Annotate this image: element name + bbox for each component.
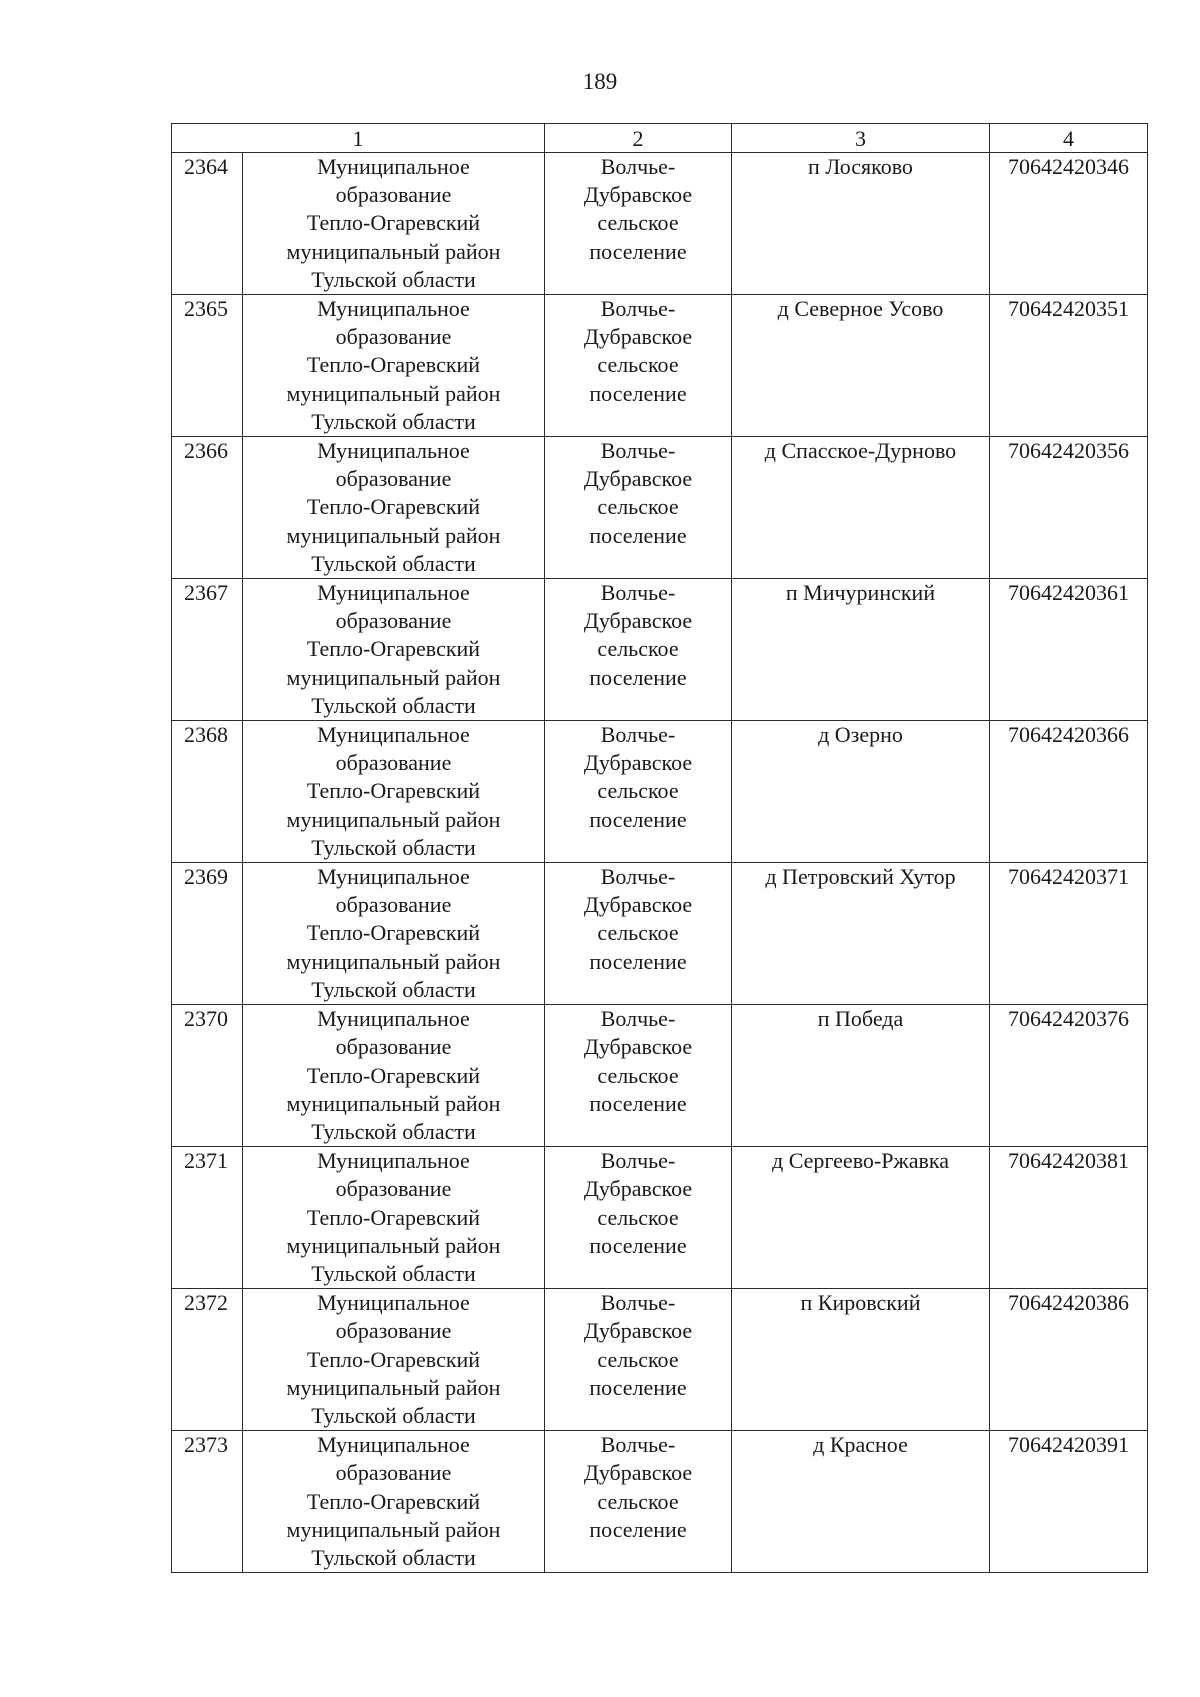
table-row (172, 153, 1148, 295)
column-header-1: 1 (172, 124, 545, 153)
municipality-line: муниципальный район (286, 1516, 501, 1542)
settlement-line: Дубравское (583, 324, 693, 350)
settlement-cell (545, 1005, 732, 1147)
settlement-line: поселение (589, 1516, 687, 1542)
municipality-line: муниципальный район (286, 1090, 501, 1116)
municipality-line: муниципальный район (286, 380, 501, 406)
municipality-cell (243, 1289, 545, 1431)
registry-table-body (172, 124, 1148, 1573)
locality-cell: п Лосяково (732, 153, 990, 295)
oktmo-code-cell: 70642420346 (990, 153, 1148, 295)
settlement-line: поселение (589, 1090, 687, 1116)
settlement-line: поселение (589, 1232, 687, 1258)
municipality-cell (243, 579, 545, 721)
municipality-line: Муниципальное (317, 438, 470, 464)
locality-cell: п Кировский (732, 1289, 990, 1431)
oktmo-code-cell: 70642420356 (990, 437, 1148, 579)
municipality-line: Тульской области (311, 266, 476, 292)
municipality-line: Тепло-Огаревский (306, 494, 481, 520)
registry-table (171, 123, 1148, 1573)
settlement-line: сельское (597, 636, 679, 662)
row-number-cell: 2366 (172, 437, 243, 579)
settlement-line: сельское (597, 210, 679, 236)
oktmo-code-cell: 70642420381 (990, 1147, 1148, 1289)
municipality-line: муниципальный район (286, 238, 501, 264)
table-row (172, 437, 1148, 579)
locality-cell: д Петровский Хутор (732, 863, 990, 1005)
row-number-cell: 2369 (172, 863, 243, 1005)
municipality-line: Муниципальное (317, 1432, 470, 1458)
table-row (172, 1147, 1148, 1289)
municipality-line: образование (335, 466, 452, 492)
municipality-cell (243, 1147, 545, 1289)
municipality-cell (243, 1431, 545, 1573)
column-header-2: 2 (545, 124, 732, 153)
municipality-line: Тепло-Огаревский (306, 920, 481, 946)
settlement-line: сельское (597, 1062, 679, 1088)
settlement-cell (545, 863, 732, 1005)
settlement-cell (545, 721, 732, 863)
table-row (172, 1431, 1148, 1573)
settlement-line: Волчье- (600, 1290, 676, 1316)
settlement-line: Волчье- (600, 1148, 676, 1174)
table-row (172, 1005, 1148, 1147)
settlement-line: Дубравское (583, 1460, 693, 1486)
settlement-line: сельское (597, 1346, 679, 1372)
settlement-cell (545, 153, 732, 295)
settlement-line: Дубравское (583, 892, 693, 918)
municipality-line: Тульской области (311, 1260, 476, 1286)
municipality-line: образование (335, 1318, 452, 1344)
municipality-line: Муниципальное (317, 1290, 470, 1316)
table-row (172, 295, 1148, 437)
municipality-cell (243, 721, 545, 863)
municipality-line: Тульской области (311, 834, 476, 860)
municipality-line: Тульской области (311, 408, 476, 434)
page-number: 189 (582, 69, 618, 94)
settlement-cell (545, 1431, 732, 1573)
municipality-cell (243, 295, 545, 437)
row-number-cell: 2372 (172, 1289, 243, 1431)
row-number-cell: 2368 (172, 721, 243, 863)
locality-cell: п Победа (732, 1005, 990, 1147)
municipality-line: Тульской области (311, 550, 476, 576)
locality-cell: д Сергеево-Ржавка (732, 1147, 990, 1289)
settlement-line: Дубравское (583, 750, 693, 776)
municipality-line: Тепло-Огаревский (306, 1488, 481, 1514)
table-row (172, 1289, 1148, 1431)
municipality-cell (243, 863, 545, 1005)
row-number-cell: 2373 (172, 1431, 243, 1573)
municipality-cell (243, 437, 545, 579)
oktmo-code-cell: 70642420361 (990, 579, 1148, 721)
settlement-line: Волчье- (600, 580, 676, 606)
settlement-cell (545, 437, 732, 579)
municipality-line: муниципальный район (286, 948, 501, 974)
oktmo-code-cell: 70642420371 (990, 863, 1148, 1005)
row-number-cell: 2371 (172, 1147, 243, 1289)
settlement-line: поселение (589, 1374, 687, 1400)
municipality-line: Муниципальное (317, 864, 470, 890)
settlement-line: сельское (597, 778, 679, 804)
table-row (172, 721, 1148, 863)
column-header-4: 4 (990, 124, 1148, 153)
settlement-line: сельское (597, 920, 679, 946)
settlement-line: Дубравское (583, 1176, 693, 1202)
settlement-line: поселение (589, 806, 687, 832)
municipality-line: образование (335, 324, 452, 350)
locality-cell: п Мичуринский (732, 579, 990, 721)
settlement-line: поселение (589, 664, 687, 690)
settlement-cell (545, 579, 732, 721)
settlement-cell (545, 295, 732, 437)
municipality-line: Муниципальное (317, 1148, 470, 1174)
oktmo-code-cell: 70642420351 (990, 295, 1148, 437)
municipality-line: Тепло-Огаревский (306, 210, 481, 236)
municipality-line: образование (335, 1176, 452, 1202)
settlement-line: Волчье- (600, 864, 676, 890)
row-number-cell: 2365 (172, 295, 243, 437)
settlement-line: Дубравское (583, 1318, 693, 1344)
municipality-line: муниципальный район (286, 806, 501, 832)
settlement-line: сельское (597, 1488, 679, 1514)
settlement-line: Дубравское (583, 466, 693, 492)
municipality-cell (243, 153, 545, 295)
locality-cell: д Северное Усово (732, 295, 990, 437)
municipality-line: Тульской области (311, 1118, 476, 1144)
municipality-cell (243, 1005, 545, 1147)
settlement-line: сельское (597, 494, 679, 520)
municipality-line: образование (335, 182, 452, 208)
settlement-line: Волчье- (600, 1432, 676, 1458)
municipality-line: Тульской области (311, 976, 476, 1002)
municipality-line: муниципальный район (286, 1232, 501, 1258)
municipality-line: Тепло-Огаревский (306, 1062, 481, 1088)
oktmo-code-cell: 70642420391 (990, 1431, 1148, 1573)
municipality-line: Тепло-Огаревский (306, 778, 481, 804)
municipality-line: Тепло-Огаревский (306, 1346, 481, 1372)
settlement-line: Волчье- (600, 722, 676, 748)
settlement-line: Дубравское (583, 182, 693, 208)
municipality-line: Тепло-Огаревский (306, 636, 481, 662)
table-row (172, 863, 1148, 1005)
settlement-line: Волчье- (600, 438, 676, 464)
table-header-row (172, 124, 1148, 153)
settlement-line: Дубравское (583, 1034, 693, 1060)
column-header-3: 3 (732, 124, 990, 153)
municipality-line: Тульской области (311, 1402, 476, 1428)
settlement-line: Дубравское (583, 608, 693, 634)
municipality-line: Тульской области (311, 692, 476, 718)
settlement-line: сельское (597, 352, 679, 378)
settlement-line: Волчье- (600, 154, 676, 179)
row-number-cell: 2367 (172, 579, 243, 721)
municipality-line: Муниципальное (317, 296, 470, 322)
settlement-line: поселение (589, 948, 687, 974)
locality-cell: д Озерно (732, 721, 990, 863)
municipality-line: Тульской области (311, 1544, 476, 1570)
municipality-line: образование (335, 892, 452, 918)
municipality-line: Муниципальное (317, 1006, 470, 1032)
municipality-line: Муниципальное (317, 154, 470, 179)
settlement-line: поселение (589, 238, 687, 264)
row-number-cell: 2370 (172, 1005, 243, 1147)
locality-cell: д Спасское-Дурново (732, 437, 990, 579)
locality-cell: д Красное (732, 1431, 990, 1573)
municipality-line: Тепло-Огаревский (306, 352, 481, 378)
municipality-line: муниципальный район (286, 1374, 501, 1400)
table-row (172, 579, 1148, 721)
municipality-line: образование (335, 750, 452, 776)
municipality-line: Муниципальное (317, 580, 470, 606)
municipality-line: образование (335, 608, 452, 634)
municipality-line: Муниципальное (317, 722, 470, 748)
municipality-line: образование (335, 1460, 452, 1486)
municipality-line: муниципальный район (286, 664, 501, 690)
settlement-line: сельское (597, 1204, 679, 1230)
settlement-line: Волчье- (600, 296, 676, 322)
municipality-line: образование (335, 1034, 452, 1060)
municipality-line: Тепло-Огаревский (306, 1204, 481, 1230)
settlement-cell (545, 1147, 732, 1289)
settlement-line: Волчье- (600, 1006, 676, 1032)
oktmo-code-cell: 70642420386 (990, 1289, 1148, 1431)
settlement-line: поселение (589, 522, 687, 548)
row-number-cell: 2364 (172, 153, 243, 295)
settlement-cell (545, 1289, 732, 1431)
oktmo-code-cell: 70642420376 (990, 1005, 1148, 1147)
municipality-line: муниципальный район (286, 522, 501, 548)
settlement-line: поселение (589, 380, 687, 406)
oktmo-code-cell: 70642420366 (990, 721, 1148, 863)
